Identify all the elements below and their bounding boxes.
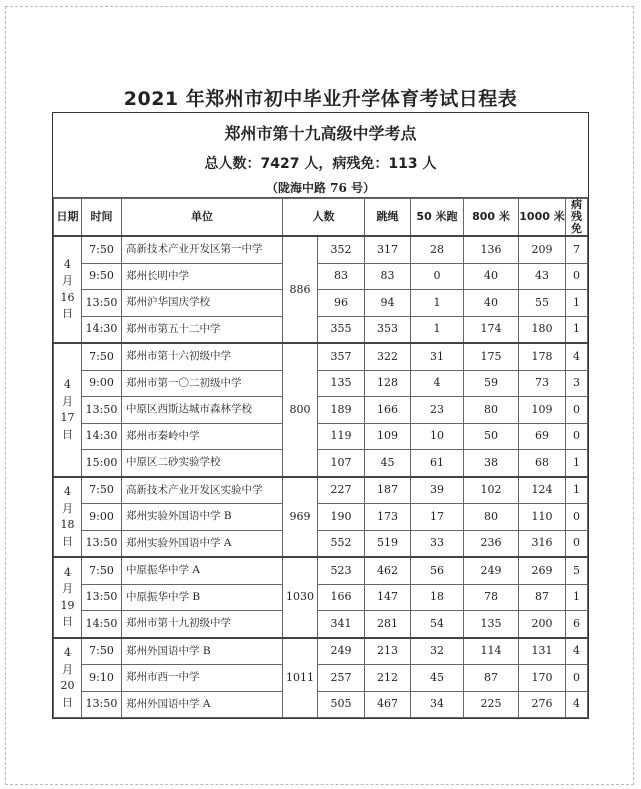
exempt-cell: 0 xyxy=(566,423,588,450)
run800-cell: 87 xyxy=(464,665,519,692)
count-cell: 355 xyxy=(318,316,365,343)
run1000-cell: 69 xyxy=(519,423,566,450)
header-time: 时间 xyxy=(82,199,122,237)
date-char: 月 xyxy=(62,582,73,596)
time-cell: 13:50 xyxy=(82,290,122,317)
run800-cell: 249 xyxy=(464,557,519,584)
header-unit: 单位 xyxy=(122,199,283,237)
unit-cell: 中原振华中学 A xyxy=(122,557,283,584)
count-cell: 83 xyxy=(318,263,365,290)
run800-cell: 40 xyxy=(464,290,519,317)
time-cell: 9:10 xyxy=(82,665,122,692)
run50-cell: 45 xyxy=(411,665,464,692)
table-row xyxy=(54,450,588,477)
schedule-table xyxy=(53,198,588,718)
date-char: 日 xyxy=(62,534,73,548)
unit-cell: 郑州实验外国语中学 B xyxy=(122,504,283,531)
table-row xyxy=(54,477,588,504)
count-cell: 107 xyxy=(318,450,365,477)
date-char: 月 xyxy=(62,501,73,515)
rope-cell: 147 xyxy=(365,584,411,611)
totals-summary: 总人数：7427 人，病残免：113 人 xyxy=(204,156,437,172)
run800-cell: 59 xyxy=(464,370,519,397)
rope-cell: 83 xyxy=(365,263,411,290)
rope-cell: 281 xyxy=(365,611,411,638)
count-cell: 135 xyxy=(318,370,365,397)
run50-cell: 1 xyxy=(411,290,464,317)
unit-cell: 高新技术产业开发区第一中学 xyxy=(122,236,283,263)
run50-cell: 23 xyxy=(411,397,464,424)
run50-cell: 1 xyxy=(411,316,464,343)
table-row xyxy=(54,290,588,317)
count-cell: 119 xyxy=(318,423,365,450)
exempt-cell: 5 xyxy=(566,557,588,584)
run800-cell: 225 xyxy=(464,691,519,718)
run800-cell: 78 xyxy=(464,584,519,611)
rope-cell: 45 xyxy=(365,450,411,477)
run1000-cell: 209 xyxy=(519,236,566,263)
run1000-cell: 131 xyxy=(519,638,566,665)
day-total-cell: 800 xyxy=(283,343,318,477)
rope-cell: 94 xyxy=(365,290,411,317)
count-cell: 190 xyxy=(318,504,365,531)
table-row xyxy=(54,691,588,718)
table-row xyxy=(54,504,588,531)
count-cell: 257 xyxy=(318,665,365,692)
rope-cell: 128 xyxy=(365,370,411,397)
day-total-cell: 1011 xyxy=(283,638,318,718)
run1000-cell: 170 xyxy=(519,665,566,692)
day-group xyxy=(54,477,588,558)
count-cell: 166 xyxy=(318,584,365,611)
exempt-cell: 4 xyxy=(566,691,588,718)
run50-cell: 10 xyxy=(411,423,464,450)
run800-cell: 38 xyxy=(464,450,519,477)
run50-cell: 0 xyxy=(411,263,464,290)
run800-cell: 136 xyxy=(464,236,519,263)
table-row xyxy=(54,423,588,450)
exempt-cell: 0 xyxy=(566,504,588,531)
unit-cell: 中原区西斯达城市森林学校 xyxy=(122,397,283,424)
date-char: 日 xyxy=(62,695,73,709)
run1000-cell: 269 xyxy=(519,557,566,584)
exempt-cell: 7 xyxy=(566,236,588,263)
run800-cell: 80 xyxy=(464,504,519,531)
unit-cell: 郑州市西一中学 xyxy=(122,665,283,692)
header-exempt: 病残免 xyxy=(566,199,588,237)
run50-cell: 56 xyxy=(411,557,464,584)
exempt-cell: 1 xyxy=(566,477,588,504)
count-cell: 189 xyxy=(318,397,365,424)
table-row xyxy=(54,397,588,424)
run1000-cell: 200 xyxy=(519,611,566,638)
run800-cell: 135 xyxy=(464,611,519,638)
time-cell: 14:30 xyxy=(82,316,122,343)
unit-cell: 中原振华中学 B xyxy=(122,584,283,611)
unit-cell: 郑州市第十九初级中学 xyxy=(122,611,283,638)
exempt-cell: 1 xyxy=(566,316,588,343)
table-row xyxy=(54,316,588,343)
exempt-cell: 6 xyxy=(566,611,588,638)
run1000-cell: 276 xyxy=(519,691,566,718)
unit-cell: 郑州市第十六初级中学 xyxy=(122,343,283,370)
run50-cell: 34 xyxy=(411,691,464,718)
run800-cell: 236 xyxy=(464,530,519,557)
run50-cell: 39 xyxy=(411,477,464,504)
table-row xyxy=(54,263,588,290)
unit-cell: 郑州沪华国庆学校 xyxy=(122,290,283,317)
unit-cell: 郑州外国语中学 A xyxy=(122,691,283,718)
run50-cell: 4 xyxy=(411,370,464,397)
day-group xyxy=(54,638,588,718)
table-row xyxy=(54,236,588,263)
count-cell: 352 xyxy=(318,236,365,263)
count-cell: 505 xyxy=(318,691,365,718)
run50-cell: 61 xyxy=(411,450,464,477)
exempt-cell: 4 xyxy=(566,638,588,665)
run1000-cell: 87 xyxy=(519,584,566,611)
count-cell: 552 xyxy=(318,530,365,557)
time-cell: 13:50 xyxy=(82,584,122,611)
header-rope: 跳绳 xyxy=(365,199,411,237)
header-run800: 800 米 xyxy=(464,199,519,237)
document-title: 2021 年郑州市初中毕业升学体育考试日程表 xyxy=(123,88,518,110)
time-cell: 7:50 xyxy=(82,236,122,263)
schedule-sheet xyxy=(52,112,589,719)
table-header-row xyxy=(54,199,588,237)
date-char: 月 xyxy=(62,662,73,676)
rope-cell: 467 xyxy=(365,691,411,718)
count-cell: 523 xyxy=(318,557,365,584)
rope-cell: 166 xyxy=(365,397,411,424)
date-cell xyxy=(54,638,82,718)
date-cell xyxy=(54,343,82,477)
rope-cell: 212 xyxy=(365,665,411,692)
site-header xyxy=(53,113,588,198)
site-address: （陇海中路 76 号） xyxy=(265,181,376,195)
count-cell: 227 xyxy=(318,477,365,504)
date-char: 4 xyxy=(64,257,71,271)
table-row xyxy=(54,665,588,692)
run1000-cell: 73 xyxy=(519,370,566,397)
run800-cell: 40 xyxy=(464,263,519,290)
time-cell: 9:00 xyxy=(82,504,122,531)
table-row xyxy=(54,584,588,611)
time-cell: 13:50 xyxy=(82,397,122,424)
unit-cell: 郑州外国语中学 B xyxy=(122,638,283,665)
time-cell: 9:50 xyxy=(82,263,122,290)
date-cell xyxy=(54,557,82,638)
day-group xyxy=(54,557,588,638)
run800-cell: 114 xyxy=(464,638,519,665)
rope-cell: 519 xyxy=(365,530,411,557)
time-cell: 13:50 xyxy=(82,530,122,557)
date-char: 19 xyxy=(60,598,75,612)
day-group xyxy=(54,343,588,477)
time-cell: 13:50 xyxy=(82,691,122,718)
run50-cell: 17 xyxy=(411,504,464,531)
unit-cell: 中原区二砂实验学校 xyxy=(122,450,283,477)
unit-cell: 郑州实验外国语中学 A xyxy=(122,530,283,557)
run50-cell: 31 xyxy=(411,343,464,370)
date-char: 18 xyxy=(60,518,75,532)
rope-cell: 187 xyxy=(365,477,411,504)
time-cell: 14:50 xyxy=(82,611,122,638)
date-char: 4 xyxy=(64,378,71,392)
exam-site-name: 郑州市第十九高级中学考点 xyxy=(224,124,417,143)
rope-cell: 213 xyxy=(365,638,411,665)
unit-cell: 郑州长明中学 xyxy=(122,263,283,290)
rope-cell: 109 xyxy=(365,423,411,450)
date-char: 4 xyxy=(64,646,71,660)
run50-cell: 32 xyxy=(411,638,464,665)
count-cell: 96 xyxy=(318,290,365,317)
run1000-cell: 180 xyxy=(519,316,566,343)
time-cell: 7:50 xyxy=(82,557,122,584)
run1000-cell: 109 xyxy=(519,397,566,424)
table-row xyxy=(54,370,588,397)
header-run1000: 1000 米 xyxy=(519,199,566,237)
date-cell xyxy=(54,477,82,558)
count-cell: 341 xyxy=(318,611,365,638)
run1000-cell: 178 xyxy=(519,343,566,370)
rope-cell: 322 xyxy=(365,343,411,370)
rope-cell: 353 xyxy=(365,316,411,343)
exempt-cell: 1 xyxy=(566,584,588,611)
rope-cell: 173 xyxy=(365,504,411,531)
day-group xyxy=(54,236,588,343)
count-cell: 249 xyxy=(318,638,365,665)
header-date: 日期 xyxy=(54,199,82,237)
date-char: 日 xyxy=(62,427,73,441)
date-cell xyxy=(54,236,82,343)
run800-cell: 175 xyxy=(464,343,519,370)
exempt-cell: 0 xyxy=(566,397,588,424)
exempt-cell: 0 xyxy=(566,530,588,557)
rope-cell: 462 xyxy=(365,557,411,584)
header-count: 人数 xyxy=(283,199,365,237)
run1000-cell: 124 xyxy=(519,477,566,504)
date-char: 4 xyxy=(64,565,71,579)
date-char: 月 xyxy=(62,274,73,288)
run1000-cell: 110 xyxy=(519,504,566,531)
time-cell: 7:50 xyxy=(82,343,122,370)
unit-cell: 郑州市第五十二中学 xyxy=(122,316,283,343)
day-total-cell: 886 xyxy=(283,236,318,343)
run50-cell: 18 xyxy=(411,584,464,611)
time-cell: 14:30 xyxy=(82,423,122,450)
date-char: 20 xyxy=(60,679,75,693)
rope-cell: 317 xyxy=(365,236,411,263)
exempt-cell: 0 xyxy=(566,263,588,290)
table-row xyxy=(54,638,588,665)
exempt-cell: 1 xyxy=(566,450,588,477)
run800-cell: 102 xyxy=(464,477,519,504)
unit-cell: 郑州市第一〇二初级中学 xyxy=(122,370,283,397)
date-char: 月 xyxy=(62,394,73,408)
date-char: 4 xyxy=(64,485,71,499)
unit-cell: 郑州市秦岭中学 xyxy=(122,423,283,450)
run800-cell: 50 xyxy=(464,423,519,450)
header-run50: 50 米跑 xyxy=(411,199,464,237)
run50-cell: 28 xyxy=(411,236,464,263)
run50-cell: 33 xyxy=(411,530,464,557)
time-cell: 7:50 xyxy=(82,638,122,665)
run50-cell: 54 xyxy=(411,611,464,638)
date-char: 日 xyxy=(62,615,73,629)
day-total-cell: 1030 xyxy=(283,557,318,638)
time-cell: 7:50 xyxy=(82,477,122,504)
date-char: 17 xyxy=(60,411,75,425)
exempt-cell: 1 xyxy=(566,290,588,317)
table-row xyxy=(54,530,588,557)
exempt-cell: 3 xyxy=(566,370,588,397)
table-row xyxy=(54,343,588,370)
unit-cell: 高新技术产业开发区实验中学 xyxy=(122,477,283,504)
time-cell: 15:00 xyxy=(82,450,122,477)
run1000-cell: 316 xyxy=(519,530,566,557)
run1000-cell: 43 xyxy=(519,263,566,290)
exempt-cell: 4 xyxy=(566,343,588,370)
exempt-cell: 0 xyxy=(566,665,588,692)
run800-cell: 80 xyxy=(464,397,519,424)
date-char: 16 xyxy=(60,290,75,304)
time-cell: 9:00 xyxy=(82,370,122,397)
date-char: 日 xyxy=(62,307,73,321)
run1000-cell: 55 xyxy=(519,290,566,317)
run800-cell: 174 xyxy=(464,316,519,343)
count-cell: 357 xyxy=(318,343,365,370)
table-row xyxy=(54,611,588,638)
day-total-cell: 969 xyxy=(283,477,318,558)
table-row xyxy=(54,557,588,584)
run1000-cell: 68 xyxy=(519,450,566,477)
